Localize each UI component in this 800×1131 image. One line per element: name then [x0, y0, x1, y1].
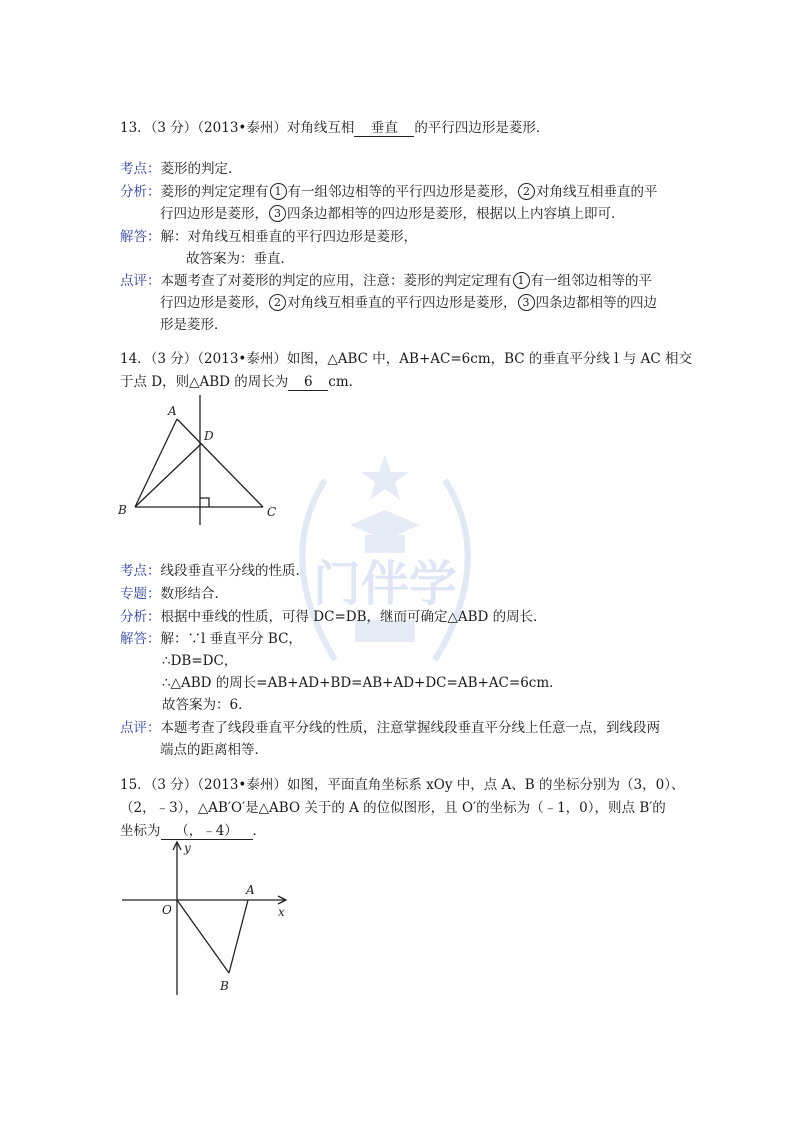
- q15-stem-line2: （2，﹣3），△AB′O′是△ABO 关于的 A 的位似图形，且 O′的坐标为（﹣1，0），则点 B′的: [120, 800, 666, 816]
- q13-fenxi-line1: 分析：菱形的判定定理有 1 有一组邻边相等的平行四边形是菱形， 2 对角线互相垂直的平: [120, 184, 658, 200]
- right-angle-mark: [200, 498, 209, 507]
- watermark-text: 门伴学: [312, 556, 458, 612]
- q14-triangle-figure: [115, 395, 295, 530]
- jieda-label: 解答：: [120, 229, 161, 245]
- q13-kaodian: 考点：菱形的判定．: [120, 161, 242, 177]
- q13-dianping-line2: 行四边形是菱形， 2 对角线互相垂直的平行四边形是菱形， 3 四条边都相等的四边: [160, 295, 657, 311]
- q14-jieda-line4: 故答案为：6．: [162, 697, 252, 713]
- circled-number-1: 1: [270, 183, 287, 200]
- label-C: C: [267, 505, 277, 519]
- fenxi-label: 分析：: [120, 184, 161, 200]
- circled-number-3: 3: [518, 294, 535, 311]
- fenxi-label: 分析：: [120, 609, 161, 625]
- q13-dianping-line1: 点评：本题考查了对菱形的判定的应用，注意：菱形的判定定理有 1 有一组邻边相等的平: [120, 273, 652, 289]
- label-y: y: [184, 841, 191, 855]
- label-B: B: [118, 503, 127, 517]
- label-B: B: [220, 979, 229, 993]
- circled-number-2: 2: [518, 183, 535, 200]
- q14-dianping-line2: 端点的距离相等．: [160, 742, 268, 758]
- q14-jieda-line1: 解答：解：∵l 垂直平分 BC，: [120, 631, 302, 647]
- q14-stem-line1: 14．（3 分）（2013•泰州）如图，△ABC 中，AB+AC=6cm，BC 的垂直平分线 l 与 AC 相交: [120, 351, 692, 367]
- q15-answer-blank: （，﹣4）: [161, 823, 253, 840]
- q14-fenxi: 分析：根据中垂线的性质，可得 DC=DB，继而可确定△ABD 的周长．: [120, 609, 547, 625]
- q14-dianping-line1: 点评：本题考查了线段垂直平分线的性质，注意掌握线段垂直平分线上任意一点，到线段两: [120, 720, 660, 736]
- q15-stem-line3: 坐标为 （，﹣4） ．: [120, 823, 266, 839]
- label-O: O: [162, 903, 172, 917]
- zhuanti-label: 专题：: [120, 586, 161, 602]
- label-A: A: [246, 883, 255, 897]
- q13-stem: 13．（3 分）（2013•泰州）对角线互相 垂直 的平行四边形是菱形．: [120, 120, 550, 136]
- label-x: x: [278, 905, 285, 919]
- segment-AB: [135, 419, 177, 507]
- q14-zhuanti: 专题：数形结合．: [120, 586, 228, 602]
- jieda-label: 解答：: [120, 631, 161, 647]
- q13-jieda-line1: 解答：解：对角线互相垂直的平行四边形是菱形，: [120, 229, 417, 245]
- q14-jieda-line3: ∴△ABD 的周长=AB+AD+BD=AB+AD+DC=AB+AC=6cm．: [162, 675, 563, 691]
- segment-OB: [177, 900, 229, 973]
- q14-answer-blank: 6: [288, 374, 328, 391]
- q15-stem-line1: 15．（3 分）（2013•泰州）如图，平面直角坐标系 xOy 中，点 A、B 的坐标分别为（3，0）、: [120, 777, 685, 793]
- q14-kaodian: 考点：线段垂直平分线的性质．: [120, 563, 309, 579]
- circled-number-2: 2: [269, 294, 286, 311]
- segment-BD: [135, 444, 201, 507]
- dianping-label: 点评：: [120, 273, 161, 289]
- kaodian-label: 考点：: [120, 161, 161, 177]
- label-A: A: [168, 404, 177, 418]
- q15-coordinate-figure: [120, 840, 300, 1000]
- circled-number-1: 1: [513, 272, 530, 289]
- label-D: D: [204, 429, 214, 443]
- q13-fenxi-line2: 行四边形是菱形， 3 四条边都相等的四边形是菱形，根据以上内容填上即可．: [160, 206, 625, 222]
- segment-BA: [229, 900, 248, 973]
- q13-jieda-line2: 故答案为：垂直．: [186, 251, 294, 267]
- q13-answer-blank: 垂直: [354, 120, 414, 137]
- segment-AC: [177, 419, 263, 507]
- dianping-label: 点评：: [120, 720, 161, 736]
- kaodian-label: 考点：: [120, 563, 161, 579]
- circled-number-3: 3: [269, 205, 286, 222]
- q13-dianping-line3: 形是菱形．: [160, 317, 228, 333]
- q14-stem-line2: 于点 D，则△ABD 的周长为 6 cm．: [120, 374, 363, 390]
- q14-jieda-line2: ∴DB=DC，: [162, 653, 238, 669]
